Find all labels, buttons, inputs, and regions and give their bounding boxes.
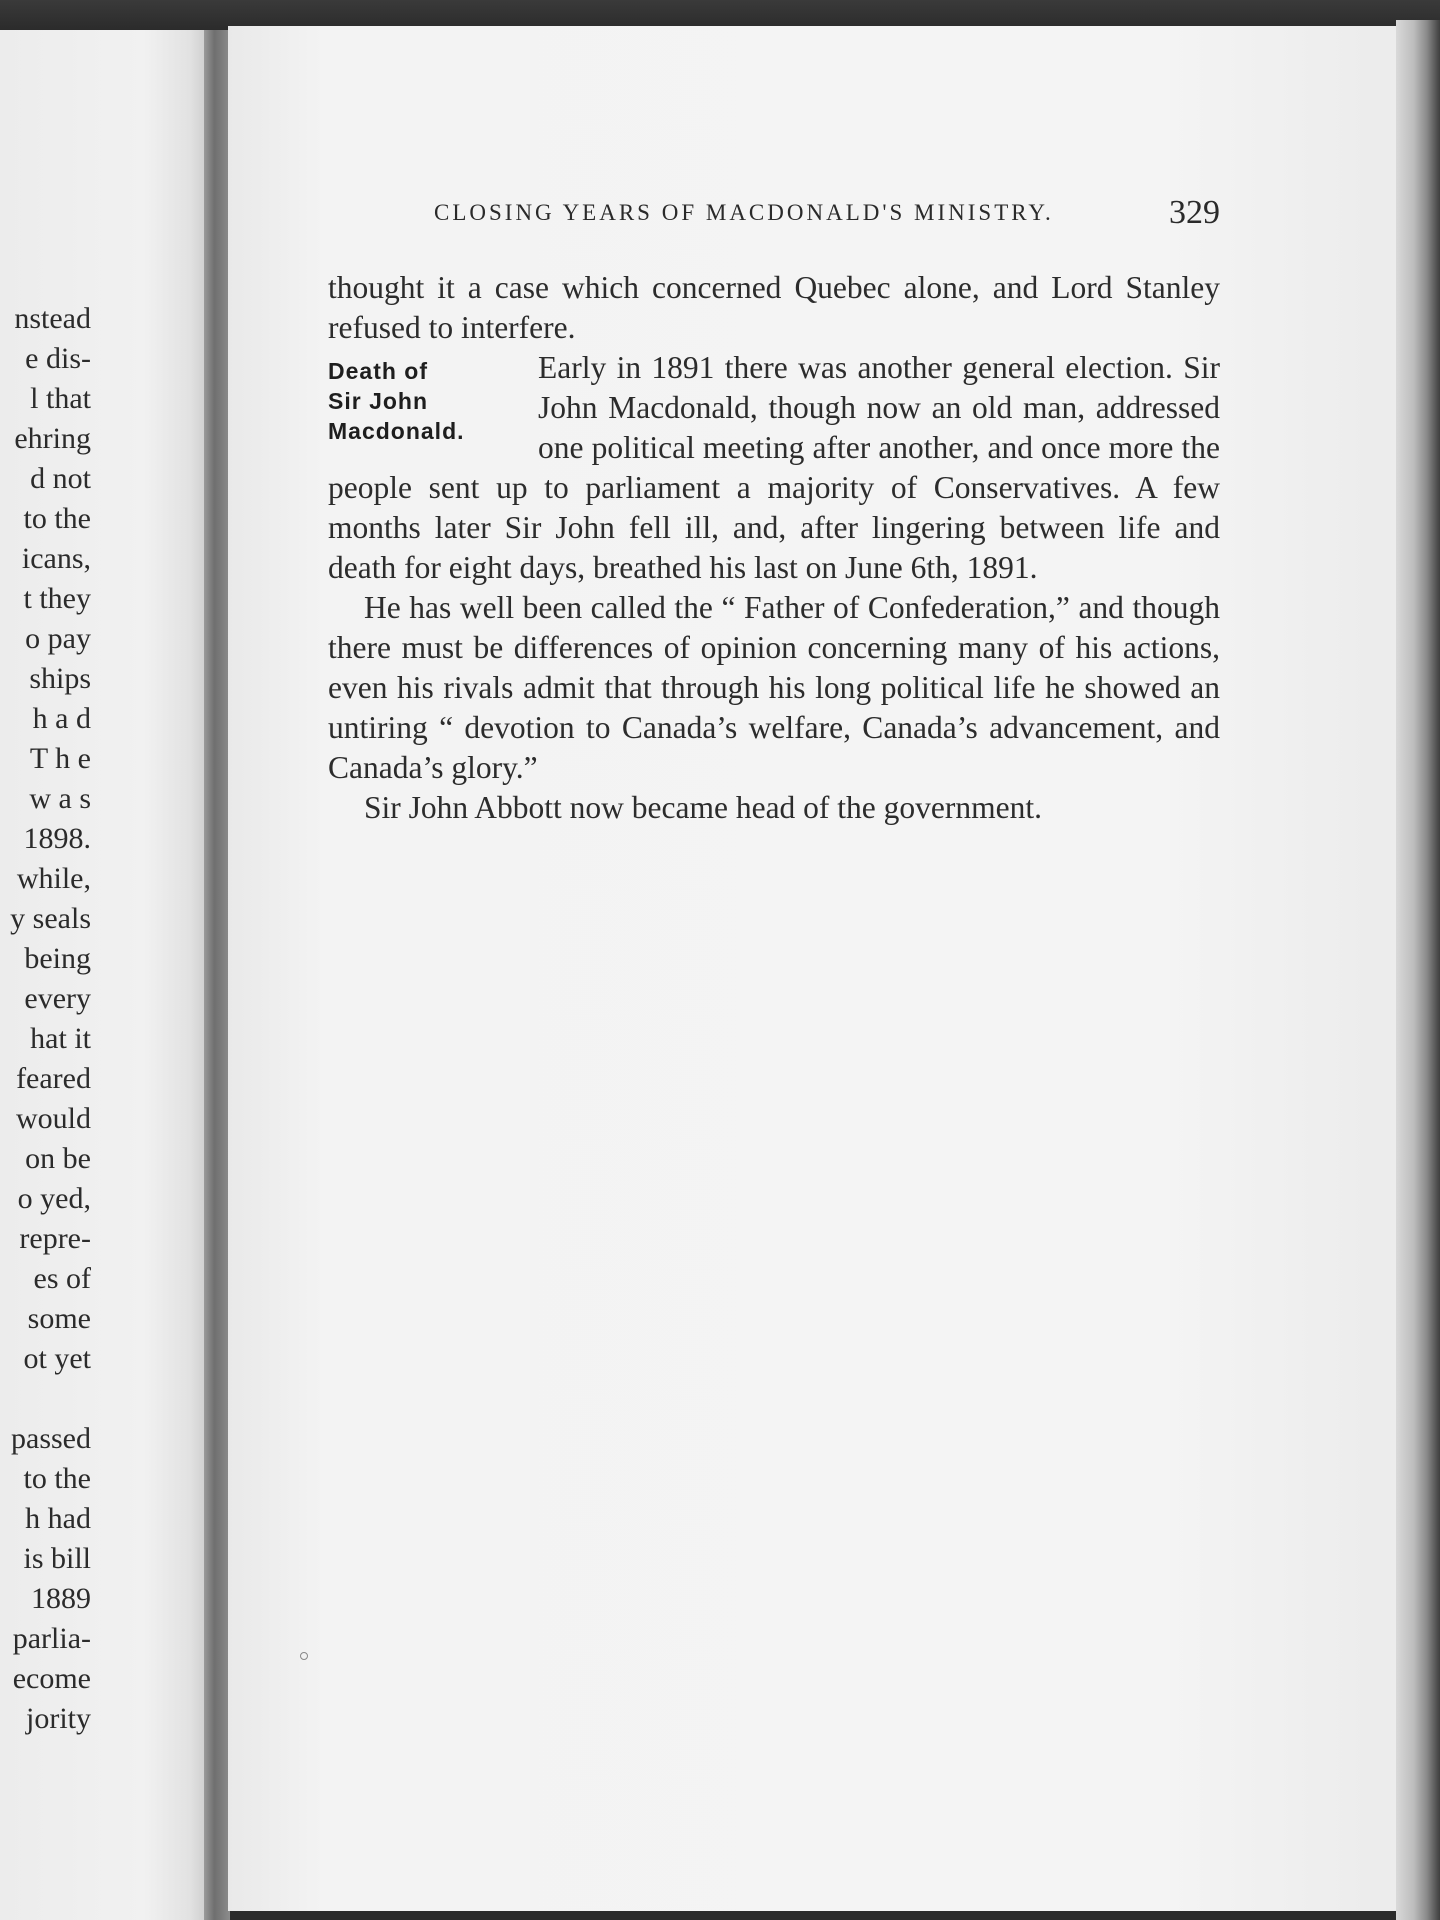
previous-page-line: feared [16, 1062, 91, 1095]
page-body [328, 268, 1220, 828]
page-number: 329 [1169, 194, 1220, 231]
previous-page-line: h had [25, 1502, 91, 1535]
running-head: CLOSING YEARS OF MACDONALD'S MINISTRY. [434, 200, 1054, 225]
previous-page-line: icans, [21, 542, 91, 575]
previous-page-line: ehring [14, 422, 91, 455]
previous-page-line: passed [11, 1422, 91, 1455]
previous-page-line: ecome [12, 1662, 91, 1695]
previous-page-line: o pay [25, 622, 91, 655]
previous-page-line: T h e [29, 742, 91, 775]
previous-page-line: to the [23, 1462, 91, 1495]
previous-page-line: h a d [32, 702, 91, 735]
previous-page-line: some [27, 1302, 91, 1335]
previous-page-line: o yed, [17, 1182, 91, 1215]
previous-page-line: y seals [10, 902, 91, 935]
previous-page-line: d not [30, 462, 91, 495]
previous-page-line: 1889 [31, 1582, 91, 1615]
previous-page-line: jority [26, 1702, 91, 1735]
margin-note-line: Death of [328, 358, 428, 384]
previous-page-line: to the [23, 502, 91, 535]
page-edge [1396, 20, 1440, 1920]
previous-page-line: parlia- [12, 1622, 91, 1655]
previous-page-line: would [16, 1102, 91, 1135]
previous-page-line: is bill [23, 1542, 91, 1575]
previous-page-line: hat it [30, 1022, 91, 1055]
previous-page-line: repre- [19, 1222, 91, 1255]
previous-page-line: nstead [14, 302, 91, 335]
margin-note [328, 356, 524, 446]
previous-page-line: while, [16, 862, 91, 895]
previous-page-line: 1898. [23, 822, 91, 855]
previous-page-line: every [24, 982, 91, 1015]
previous-page-line: w a s [29, 782, 91, 815]
paragraph: Early in 1891 there was another general election. Sir John Macdonald, though now an old man, addressed one political meeting after another, and once more the people sent up to parliament a majority of Conservatives. A few months later Sir John fell ill, and, after lingering between life and death for eight days, breathed his last on June 6th, 1891. [328, 350, 1220, 585]
previous-page-line: on be [25, 1142, 91, 1175]
previous-page-line: l that [30, 382, 91, 415]
paper-speck [300, 1652, 308, 1660]
previous-page-line: es of [33, 1262, 91, 1295]
margin-note-line: Sir John [328, 388, 429, 414]
paragraph: Sir John Abbott now became head of the government. [364, 790, 1042, 825]
previous-page [0, 30, 206, 1920]
previous-page-line: e dis- [25, 342, 91, 375]
book-gutter [204, 30, 230, 1920]
previous-page-line: ot yet [23, 1342, 91, 1375]
previous-page-line: ships [29, 662, 91, 695]
paragraph: He has well been called the “ Father of Confederation,” and though there must be differences of opinion concerning many of his actions, even his rivals admit that through his long political life he showed an untiring “ devotion to Canada’s welfare, Canada’s advancement, and Canada’s glory.” [328, 590, 1220, 785]
previous-page-line: t they [23, 582, 91, 615]
previous-page-line: being [24, 942, 91, 975]
margin-note-line: Macdonald. [328, 418, 465, 444]
paragraph: thought it a case which concerned Quebec alone, and Lord Stanley refused to interfere. [328, 270, 1220, 345]
